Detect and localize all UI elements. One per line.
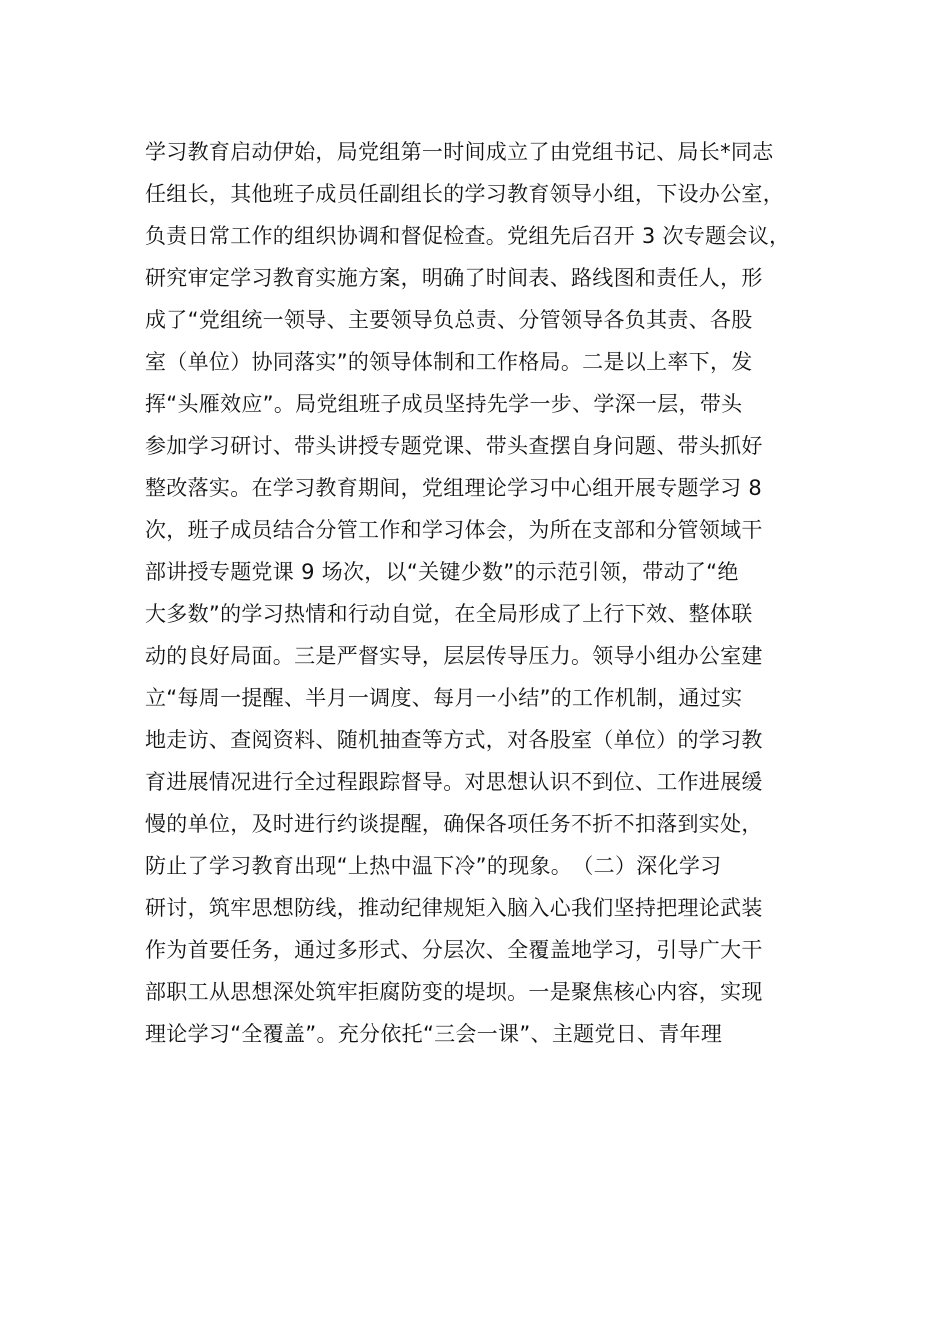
text-line: 动的良好局面。三是严督实导，层层传导压力。领导小组办公室建 <box>145 644 763 668</box>
text-line: 部职工从思想深处筑牢拒腐防变的堤坝。一是聚焦核心内容，实现 <box>145 980 763 1004</box>
text-line: 作为首要任务，通过多形式、分层次、全覆盖地学习，引导广大干 <box>145 938 763 962</box>
text-line: 防止了学习教育出现“上热中温下冷”的现象。 （二）深化学习 <box>145 854 722 878</box>
text-line: 参加学习研讨、带头讲授专题党课、带头查摆自身问题、带头抓好 <box>145 434 763 458</box>
text-line: 室（单位）协同落实”的领导体制和工作格局。二是以上率下，发 <box>145 350 753 374</box>
text-line: 成了“党组统一领导、主要领导负总责、分管领导各负其责、各股 <box>145 308 753 332</box>
text-line: 大多数”的学习热情和行动自觉，在全局形成了上行下效、整体联 <box>145 602 753 626</box>
text-line: 挥“头雁效应”。局党组班子成员坚持先学一步、学深一层，带头 <box>145 392 743 416</box>
text-line: 任组长，其他班子成员任副组长的学习教育领导小组，下设办公室， <box>145 182 784 206</box>
body-text <box>145 131 845 1055</box>
text-line: 整改落实。在学习教育期间，党组理论学习中心组开展专题学习 8 <box>145 476 763 500</box>
text-line: 部讲授专题党课 9 场次，以“关键少数”的示范引领，带动了“绝 <box>145 560 739 584</box>
text-line: 立“每周一提醒、半月一调度、每月一小结”的工作机制，通过实 <box>145 686 743 710</box>
text-line: 慢的单位，及时进行约谈提醒，确保各项任务不折不扣落到实处， <box>145 812 763 836</box>
text-line: 理论学习“全覆盖”。充分依托“三会一课”、主题党日、青年理 <box>145 1022 723 1046</box>
text-line: 研究审定学习教育实施方案，明确了时间表、路线图和责任人，形 <box>145 266 763 290</box>
text-line: 地走访、查阅资料、随机抽查等方式，对各股室（单位）的学习教 <box>145 728 763 752</box>
text-line: 研讨，筑牢思想防线，推动纪律规矩入脑入心我们坚持把理论武装 <box>145 896 763 920</box>
text-line: 学习教育启动伊始，局党组第一时间成立了由党组书记、局长*同志 <box>145 140 774 164</box>
text-line: 次，班子成员结合分管工作和学习体会，为所在支部和分管领域干 <box>145 518 763 542</box>
text-line: 负责日常工作的组织协调和督促检查。党组先后召开 3 次专题会议， <box>145 224 791 248</box>
text-line: 育进展情况进行全过程跟踪督导。对思想认识不到位、工作进展缓 <box>145 770 763 794</box>
